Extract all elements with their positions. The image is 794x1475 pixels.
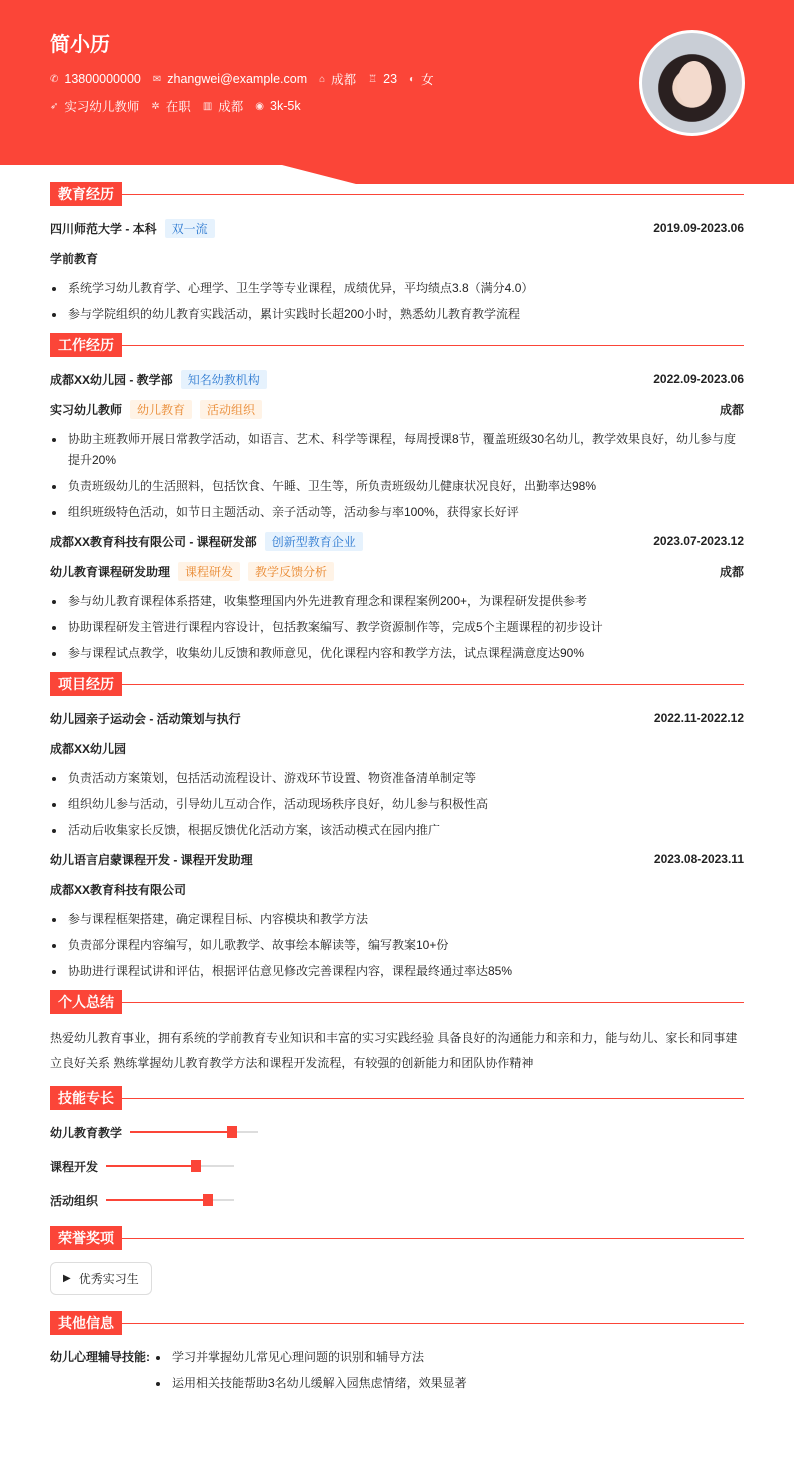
resume-body [50,182,744,1407]
company-name: 成都XX教育科技有限公司 - 课程研发部 [50,534,257,549]
entry-date: 2023.07-2023.12 [653,534,744,548]
cake-icon: ♖ [368,73,378,85]
bullet-item: 学习并掌握幼儿常见心理问题的识别和辅导方法 [154,1347,467,1368]
salary: 3k-5k [270,99,301,113]
money-icon: ◉ [255,100,265,112]
project-org-row [50,738,744,758]
company-tag: 创新型教育企业 [265,532,363,551]
entry-date: 2019.09-2023.06 [653,221,744,235]
section-header-work [50,333,744,357]
section-divider [122,194,744,195]
skill-slider-fill [106,1165,196,1167]
email: zhangwei@example.com [167,72,308,86]
skill-slider-thumb [191,1160,201,1172]
section-title: 项目经历 [50,672,122,696]
section-title: 其他信息 [50,1311,122,1335]
role-tag: 幼儿教育 [130,400,192,419]
bullet-list [50,768,744,841]
bullet-list [50,278,744,325]
skill-slider-fill [106,1199,208,1201]
skill-slider[interactable] [106,1165,234,1167]
section-header-summary [50,990,744,1014]
section-divider [122,684,744,685]
candidate-name: 简小历 [50,34,110,56]
role-left [50,400,262,419]
other-info-key: 幼儿心理辅导技能: [50,1350,150,1364]
bullet-item: 协助主班教师开展日常教学活动，如语言、艺术、科学等课程，每周授课8节，覆盖班级30名幼儿，教学效果良好，幼儿参与度提升20% [50,429,744,471]
role-title: 实习幼儿教师 [50,402,123,417]
section-divider [122,345,744,346]
avatar-photo [639,30,745,136]
role-left [50,562,334,581]
entry-left [50,370,267,389]
skills-list [50,1122,744,1210]
other-info-item [50,1347,744,1407]
project-entry [50,849,744,869]
skill-slider-thumb [227,1126,237,1138]
bullet-list [50,429,744,523]
role-tag: 课程研发 [178,562,240,581]
entry-left [50,532,363,551]
work-entry [50,531,744,551]
work-city: 成都 [719,564,744,579]
section-title: 技能专长 [50,1086,122,1110]
entry-date: 2023.08-2023.11 [653,852,744,866]
entry-date: 2022.09-2023.06 [653,372,744,386]
skill-name: 幼儿教育教学 [50,1125,123,1140]
bullet-item: 组织幼儿参与活动，引导幼儿互动合作，活动现场秩序良好，幼儿参与积极性高 [50,794,744,815]
summary-text: 热爱幼儿教育事业，拥有系统的学前教育专业知识和丰富的实习实践经验 具备良好的沟通能力和亲和力，能与幼儿、家长和同事建立良好关系 熟练掌握幼儿教育教学方法和课程开发流程，有较强的创新能力和团队协作精神 [50,1031,738,1070]
phone-icon: ✆ [50,73,59,85]
phone: 13800000000 [64,72,141,86]
play-icon: ▶ [63,1273,71,1284]
major-row [50,248,744,268]
bullet-list [50,591,744,664]
work-city: 成都 [719,402,744,417]
section-header-awards [50,1226,744,1250]
send-icon: ➶ [50,100,59,112]
role-row [50,399,744,419]
section-header-other [50,1311,744,1335]
gear-icon: ✲ [151,100,160,112]
city: 成都 [331,73,357,87]
job-info-row [50,97,301,115]
bullet-item: 负责活动方案策划，包括活动流程设计、游戏环节设置、物资准备清单制定等 [50,768,744,789]
bullet-list [154,1347,467,1399]
bullet-item: 参与课程试点教学，收集幼儿反馈和教师意见，优化课程内容和教学方法，试点课程满意度达90% [50,643,744,664]
skill-slider[interactable] [106,1199,234,1201]
bullet-item: 参与学院组织的幼儿教育实践活动，累计实践时长超200小时，熟悉幼儿教育教学流程 [50,304,744,325]
skill-name: 活动组织 [50,1193,99,1208]
skill-slider-fill [130,1131,232,1133]
bullet-item: 活动后收集家长反馈，根据反馈优化活动方案，该活动模式在园内推广 [50,820,744,841]
section-title: 教育经历 [50,182,122,206]
role-tag: 活动组织 [200,400,262,419]
school-tag: 双一流 [165,219,215,238]
bullet-item: 运用相关技能帮助3名幼儿缓解入园焦虑情绪，效果显著 [154,1373,467,1394]
role-title: 幼儿教育课程研发助理 [50,564,171,579]
bullet-item: 负责部分课程内容编写，如儿歌教学、故事绘本解读等，编写教案10+份 [50,935,744,956]
project-org: 成都XX教育科技有限公司 [50,882,187,897]
gender-icon: ◐ [409,73,416,85]
skill-slider[interactable] [130,1131,258,1133]
bullet-item: 协助课程研发主管进行课程内容设计，包括教案编写、教学资源制作等，完成5个主题课程的初步设计 [50,617,744,638]
section-header-projects [50,672,744,696]
company-tag: 知名幼教机构 [181,370,267,389]
skill-slider-thumb [203,1194,213,1206]
mail-icon: ✉ [152,73,162,85]
section-divider [122,1238,744,1239]
major: 学前教育 [50,251,99,266]
award-name: 优秀实习生 [78,1272,139,1286]
bullet-item: 系统学习幼儿教育学、心理学、卫生学等专业课程，成绩优异，平均绩点3.8（满分4.0） [50,278,744,299]
work-entry [50,369,744,389]
section-divider [122,1002,744,1003]
bullet-item: 组织班级特色活动，如节日主题活动、亲子活动等，活动参与率100%，获得家长好评 [50,502,744,523]
bullet-item: 负责班级幼儿的生活照料，包括饮食、午睡、卫生等，所负责班级幼儿健康状况良好，出勤率达98% [50,476,744,497]
skill-item [50,1156,403,1176]
education-entry [50,218,744,238]
skill-name: 课程开发 [50,1159,99,1174]
section-title: 个人总结 [50,990,122,1014]
project-org: 成都XX幼儿园 [50,741,127,756]
bullet-item: 协助进行课程试讲和评估，根据评估意见修改完善课程内容，课程最终通过率达85% [50,961,744,982]
target-city: 成都 [218,100,244,114]
section-title: 工作经历 [50,333,122,357]
project-name: 幼儿园亲子运动会 - 活动策划与执行 [50,711,241,726]
section-header-skills [50,1086,744,1110]
bullet-list [50,909,744,982]
project-entry [50,708,744,728]
bullet-item: 参与幼儿教育课程体系搭建，收集整理国内外先进教育理念和课程案例200+，为课程研发提供参考 [50,591,744,612]
bullet-item: 参与课程框架搭建，确定课程目标、内容模块和教学方法 [50,909,744,930]
entry-date: 2022.11-2022.12 [653,711,744,725]
project-org-row [50,879,744,899]
age: 23 [383,72,398,86]
section-divider [122,1323,744,1324]
job-status: 在职 [165,100,191,114]
home-icon: ⌂ [319,73,326,85]
role-row [50,561,744,581]
school-name: 四川师范大学 - 本科 [50,221,157,236]
gender: 女 [421,73,434,87]
skill-item [50,1190,403,1210]
section-title: 荣誉奖项 [50,1226,122,1250]
job-title: 实习幼儿教师 [64,100,140,114]
project-name: 幼儿语言启蒙课程开发 - 课程开发助理 [50,852,253,867]
skill-item [50,1122,403,1142]
role-tag: 教学反馈分析 [248,562,334,581]
section-header-education [50,182,744,206]
building-icon: ▥ [202,100,213,112]
award-item[interactable] [50,1262,152,1295]
company-name: 成都XX幼儿园 - 教学部 [50,372,173,387]
contact-info-row [50,70,434,88]
entry-left [50,219,215,238]
section-divider [122,1098,744,1099]
